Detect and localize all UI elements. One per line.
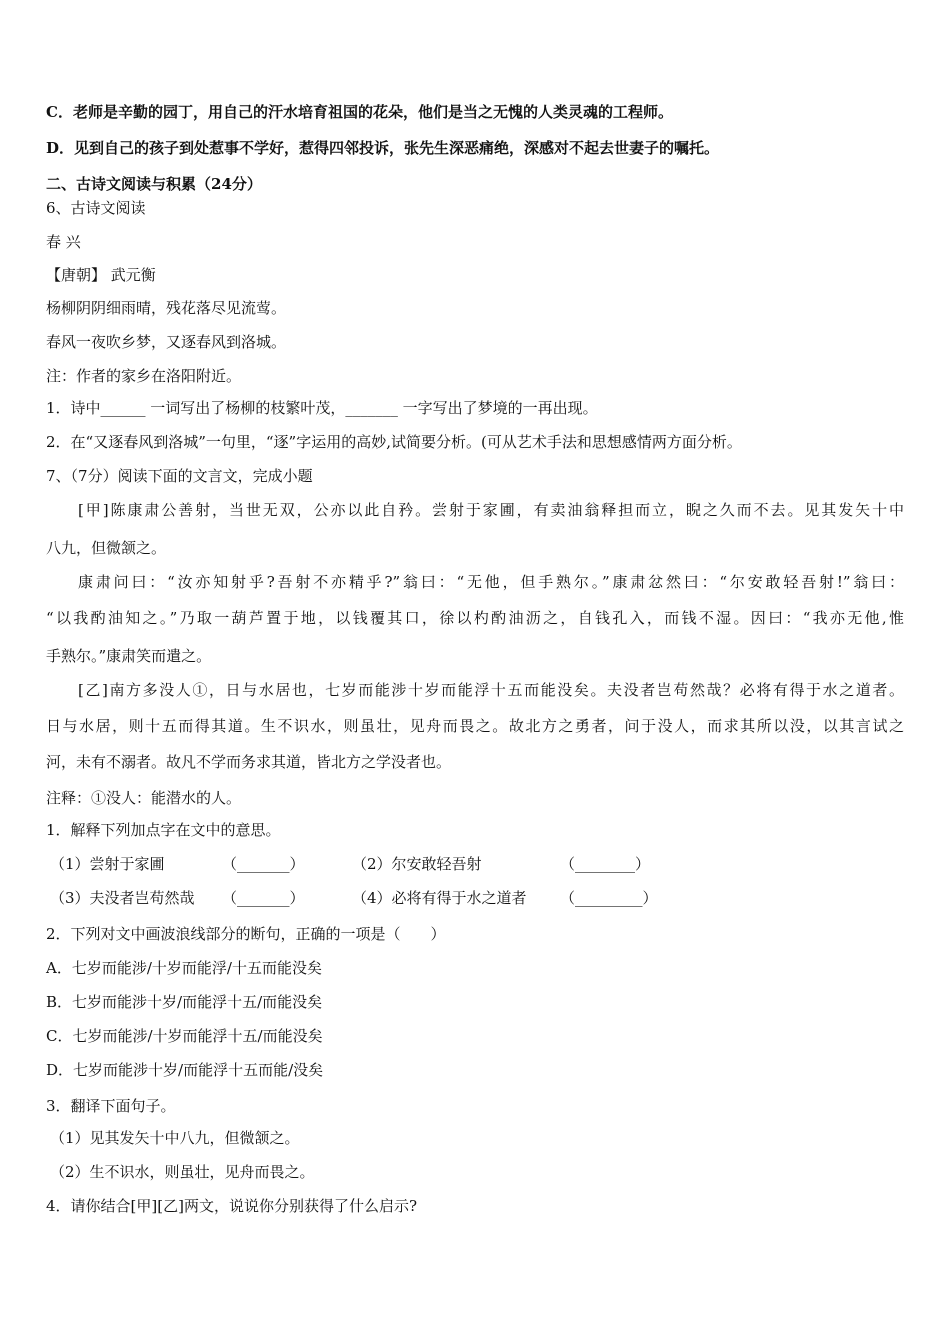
passage-jia-p1-line2: 八九，但微颔之。 [46,539,167,557]
answer-blank-2[interactable]: （________） [560,855,651,873]
q7-sub-4-prompt: 4．请你结合[甲][乙]两文，说说你分别获得了什么启示? [46,1197,417,1215]
item-3: （3）夫没者岂苟然哉 [50,889,195,907]
option-a[interactable]: A．七岁而能涉/十岁而能浮/十五而能没矣 [46,959,322,977]
option-b[interactable]: B．七岁而能涉十岁/而能浮十五/而能没矣 [46,993,323,1011]
passage-yi-line3: 河，未有不溺者。故凡不学而务求其道，皆北方之学没者也。 [46,753,452,771]
answer-blank-4[interactable]: （_________） [560,889,658,907]
translate-item-2: （2）生不识水，则虽壮，见舟而畏之。 [50,1163,315,1181]
q7-title: 7、（7分）阅读下面的文言文，完成小题 [46,467,313,485]
poem-title: 春 兴 [46,233,81,251]
q6-sub-2: 2．在“又逐春风到洛城”一句里，“逐”字运用的高妙,试简要分析。(可从艺术手法和思想感情两方面分析。 [46,433,742,451]
q6-title: 6、古诗文阅读 [46,199,146,217]
item-4: （4）必将有得于水之道者 [352,889,527,907]
translate-item-1: （1）见其发矢十中八九，但微颔之。 [50,1129,300,1147]
passage-jia-p2-line2: “以我酌油知之。”乃取一葫芦置于地，以钱覆其口，徐以杓酌油沥之，自钱孔入，而钱不湿。因曰：“我亦无他,惟 [46,609,904,627]
q6-sub-1: 1．诗中______ 一词写出了杨柳的枝繁叶茂，_______ 一字写出了梦境的一再出现。 [46,399,598,417]
passage-jia-p1-line1: [甲]陈康肃公善射，当世无双，公亦以此自矜。尝射于家圃，有卖油翁释担而立，睨之久而不去。见其发矢十中 [78,501,904,519]
item-1: （1）尝射于家圃 [50,855,165,873]
passage-annotation: 注释：①没人：能潜水的人。 [46,789,242,807]
q7-sub-2-prompt: 2．下列对文中画波浪线部分的断句，正确的一项是（ ） [46,925,446,943]
poem-line-1: 杨柳阴阴细雨晴，残花落尽见流莺。 [46,299,287,317]
q7-sub-1-prompt: 1．解释下列加点字在文中的意思。 [46,821,281,839]
answer-blank-1[interactable]: （_______） [222,855,305,873]
option-c[interactable]: C．七岁而能涉/十岁而能浮十五/而能没矣 [46,1027,323,1045]
passage-jia-p2-line1: 康肃问曰：“汝亦知射乎?吾射不亦精乎?”翁曰：“无他，但手熟尔。”康肃忿然曰：“尔安敢轻吾射!”翁曰： [78,573,904,591]
q7-sub-1-row-2 [50,888,658,908]
q7-sub-3-prompt: 3．翻译下面句子。 [46,1097,176,1115]
passage-jia-p2-line3: 手熟尔。”康肃笑而遣之。 [46,647,212,665]
passage-yi-line2: 日与水居，则十五而得其道。生不识水，则虽壮，见舟而畏之。故北方之勇者，问于没人，而求其所以没，以其言试之 [46,717,904,735]
poem-author: 【唐朝】 武元衡 [46,266,156,284]
q7-sub-1-row-1 [50,854,650,874]
q5-option-d: D．见到自己的孩子到处惹事不学好，惹得四邻投诉，张先生深恶痛绝，深感对不起去世妻子的嘱托。 [46,139,720,157]
passage-yi-line1: [乙]南方多没人①，日与水居也，七岁而能涉十岁而能浮十五而能没矣。夫没者岂苟然哉？必将有得于水之道者。 [78,681,904,699]
answer-blank-3[interactable]: （_______） [222,889,305,907]
option-d[interactable]: D．七岁而能涉十岁/而能浮十五而能/没矣 [46,1061,324,1079]
poem-note: 注：作者的家乡在洛阳附近。 [46,367,242,385]
item-2: （2）尔安敢轻吾射 [352,855,482,873]
poem-line-2: 春风一夜吹乡梦，又逐春风到洛城。 [46,333,287,351]
q5-option-c: C．老师是辛勤的园丁，用自己的汗水培育祖国的花朵，他们是当之无愧的人类灵魂的工程师。 [46,103,673,121]
section-heading: 二、古诗文阅读与积累（24分） [46,175,262,193]
